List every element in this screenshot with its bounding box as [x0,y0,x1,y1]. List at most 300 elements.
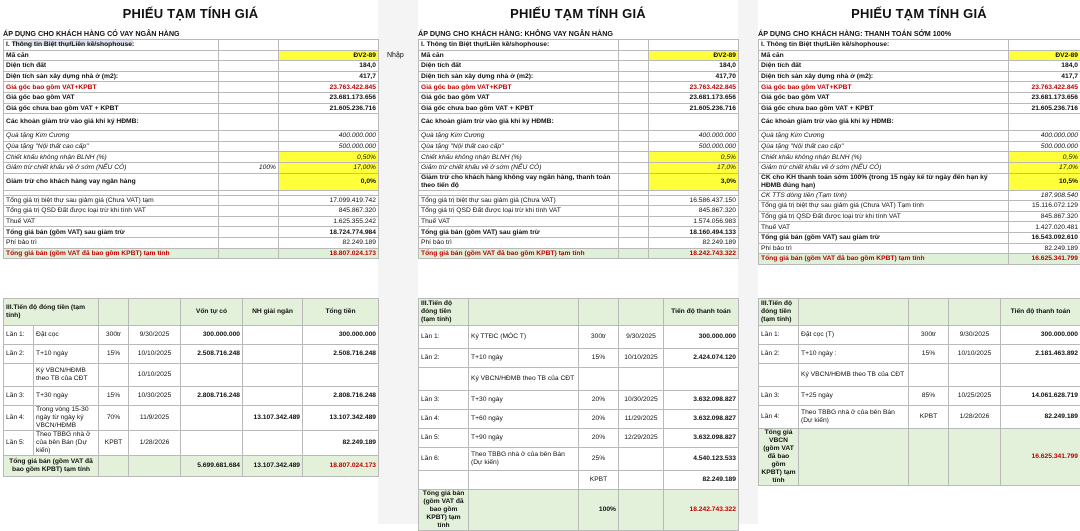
row-label: Diện tích sàn xây dựng nhà ở (m2): [4,71,219,82]
row-label: Giá gốc chưa bao gồm VAT + KPBT [419,103,619,114]
row-label: Tổng giá trị QSD Đất được loại trừ khi tính VAT [419,206,619,217]
schedule-cell [303,364,379,387]
total-value: 100% [579,490,619,531]
row-extra [619,173,649,190]
schedule-cell: Lần 1: [4,326,34,345]
row-value: 21.605.236.716 [1009,103,1080,114]
row-extra [219,152,279,163]
row-extra [619,152,649,163]
price-row [419,152,739,163]
schedule-cell [181,364,243,387]
schedule-cell: Ký VBCN/HĐMB theo TB của CĐT [34,364,99,387]
schedule-cell: Lần 3: [4,387,34,406]
price-row [4,82,379,93]
sheet-title: PHIẾU TẠM TÍNH GIÁ [3,6,378,21]
row-value: 500.000.000 [279,141,379,152]
schedule-cell: T+10 ngày [34,345,99,364]
row-label: Thuế VAT [759,222,1009,233]
row-label: Tổng giá trị biệt thự sau giảm giá (Chưa VAT) Tạm tính [759,201,1009,212]
schedule-cell: 300.000.000 [303,326,379,345]
row-extra [219,71,279,82]
row-extra [619,248,649,259]
schedule-cell: 2.508.716.248 [181,345,243,364]
schedule-header-cell: Tổng tiền [303,299,379,326]
schedule-cell: 300.000.000 [664,326,739,349]
total-value [469,490,579,531]
row-value: 18.242.743.322 [649,248,739,259]
sheet-title: PHIẾU TẠM TÍNH GIÁ [758,6,1080,21]
row-extra [219,131,279,142]
row-label: Qùa tặng "Nội thất cao cấp" [759,141,1009,152]
schedule-cell: 1/28/2026 [949,406,1001,429]
schedule-cell [243,387,303,406]
schedule-cell: 2.508.716.248 [303,345,379,364]
row-extra [219,40,279,51]
row-value [649,114,739,131]
schedule-cell: Theo TBBG nhà ở của bên Bán (Dự kiến) [34,431,99,456]
schedule-cell: 9/30/2025 [129,326,181,345]
schedule-total-row [759,429,1080,486]
price-row [759,173,1080,190]
row-value: 500.000.000 [1009,141,1080,152]
schedule-cell: 10/25/2025 [949,387,1001,406]
row-label: Giảm trừ cho khách hàng vay ngân hàng [4,173,219,190]
schedule-cell [619,368,664,391]
row-label: Tổng giá bán (gồm VAT) sau giảm trừ [759,232,1009,243]
row-label: I. Thông tin Biệt thự/Liền kề/shophouse: [759,40,1009,51]
row-label: Tổng giá trị QSD Đất được loại trừ khi tính VAT [759,211,1009,222]
price-row [419,206,739,217]
schedule-cell [243,431,303,456]
schedule-cell: Lần 5: [4,431,34,456]
schedule-cell: 11/9/2025 [129,406,181,431]
schedule-cell [909,364,949,387]
schedule-cell: Đặt cọc [34,326,99,345]
total-label: Tổng giá VBCN (gồm VAT đã bao gồm KPBT) tạm tính [759,429,799,486]
schedule-cell: 85% [909,387,949,406]
row-label: Quà tặng Kim Cương [419,131,619,142]
row-label: Chiết khấu không nhận BLNH (%) [4,152,219,163]
price-row [419,216,739,227]
row-label: Diện tích sàn xây dựng nhà ở (m2): [419,71,619,82]
schedule-cell: Ký VBCN/HĐMB theo TB của CĐT [469,368,579,391]
row-value: 400.000.000 [649,131,739,142]
row-label: Giảm trừ chiết khấu về ở sớm (NẾU CÓ) [4,162,219,173]
price-row [759,162,1080,173]
row-extra [619,92,649,103]
schedule-header-cell [99,299,129,326]
row-value: 500.000.000 [649,141,739,152]
schedule-table [3,298,379,477]
row-value: 21.605.236.716 [279,103,379,114]
price-row [4,114,379,131]
row-label: Quà tặng Kim Cương [759,131,1009,142]
sheet-bank-loan [3,0,378,524]
sheet-header: ÁP DỤNG CHO KHÁCH HÀNG: KHÔNG VAY NGÂN HÀNG [418,29,738,38]
schedule-cell: Lần 1: [419,326,469,349]
row-label: Tổng giá trị biệt thự sau giảm giá (Chưa VAT) [419,195,619,206]
row-value: 17,0% [1009,162,1080,173]
schedule-cell [99,364,129,387]
schedule-cell [664,368,739,391]
schedule-row [4,406,379,431]
schedule-cell: Theo TBBG nhà ở của bên Bán (Dự kiến) [799,406,909,429]
schedule-row [419,410,739,429]
sheet-header: ÁP DỤNG CHO KHÁCH HÀNG CÓ VAY NGÂN HÀNG [3,29,378,38]
row-label: Tổng giá bán (gồm VAT đã bao gồm KPBT) tạm tính [759,254,1009,265]
price-row [419,40,739,51]
price-row [759,71,1080,82]
row-extra [619,50,649,61]
schedule-row [4,364,379,387]
row-label: Giá gốc bao gồm VAT+KPBT [759,82,1009,93]
schedule-cell: 9/30/2025 [619,326,664,349]
sheet-title: PHIẾU TẠM TÍNH GIÁ [418,6,738,21]
price-table [758,39,1080,265]
row-value: 845.867.320 [279,206,379,217]
schedule-header-cell [579,299,619,326]
schedule-cell: T+10 ngày [469,349,579,368]
row-value: 82.249.189 [649,237,739,248]
schedule-cell: Lần 2: [419,349,469,368]
schedule-header-row [419,299,739,326]
row-value: 17,00% [279,162,379,173]
schedule-cell: Lần 4: [759,406,799,429]
schedule-row [759,326,1080,345]
price-row [4,173,379,190]
price-row [419,237,739,248]
schedule-cell [619,471,664,490]
sheet-header: ÁP DỤNG CHO KHÁCH HÀNG: THANH TOÁN SỚM 100% [758,29,1080,38]
schedule-cell: 13.107.342.489 [303,406,379,431]
price-row [759,152,1080,163]
row-value: 18.160.494.133 [649,227,739,238]
price-row [4,195,379,206]
schedule-cell [243,326,303,345]
row-label: Giá gốc bao gồm VAT [419,92,619,103]
row-extra [619,162,649,173]
row-value: ĐV2-89 [1009,50,1080,61]
row-label: Thuế VAT [419,216,619,227]
schedule-cell: 12/29/2025 [619,429,664,448]
schedule-cell: Trong vòng 15-30 ngày từ ngày ký VBCN/HĐMB [34,406,99,431]
schedule-row [419,429,739,448]
row-label: Chiết khấu không nhận BLNH (%) [419,152,619,163]
schedule-header-cell: III.Tiến độ đóng tiền (tạm tính) [759,299,799,326]
schedule-cell [181,406,243,431]
schedule-cell: Lần 6: [419,448,469,471]
total-label: Tổng giá bán (gồm VAT đã bao gồm KPBT) tạm tính [4,456,99,477]
price-row [759,141,1080,152]
schedule-cell: 10/30/2025 [619,391,664,410]
schedule-cell: T+90 ngày [469,429,579,448]
row-extra [619,141,649,152]
row-value: 18.724.774.984 [279,227,379,238]
schedule-cell: 3.632.098.827 [664,429,739,448]
schedule-total-row [4,456,379,477]
row-value: 0,50% [279,152,379,163]
row-label: Tổng giá bán (gồm VAT đã bao gồm KPBT) tạm tính [4,248,219,259]
price-row [759,232,1080,243]
price-row [4,152,379,163]
schedule-header-cell: Tiến độ thanh toán [1001,299,1080,326]
schedule-cell [243,364,303,387]
row-label: Phí bảo trì [419,237,619,248]
row-value: 417,7 [1009,71,1080,82]
schedule-cell: 10/10/2025 [949,345,1001,364]
row-value: 400.000.000 [1009,131,1080,142]
row-value: 3,0% [649,173,739,190]
row-value [279,40,379,51]
total-value: 13.107.342.489 [243,456,303,477]
row-extra [219,237,279,248]
schedule-cell [1001,364,1080,387]
row-label: Giá gốc bao gồm VAT+KPBT [4,82,219,93]
schedule-cell: 1/28/2026 [129,431,181,456]
row-value: ĐV2-89 [649,50,739,61]
row-label: Giá gốc bao gồm VAT [4,92,219,103]
schedule-cell: 300tr [99,326,129,345]
row-extra [219,92,279,103]
price-row [4,237,379,248]
schedule-header-cell [949,299,1001,326]
price-row [759,103,1080,114]
schedule-cell: 300tr [579,326,619,349]
price-row [419,162,739,173]
row-extra [619,227,649,238]
price-row [419,103,739,114]
schedule-cell: 2.424.074.120 [664,349,739,368]
row-value: 184,0 [649,61,739,72]
price-row [4,103,379,114]
price-row [759,114,1080,131]
row-label: Các khoản giảm trừ vào giá khi ký HĐMB: [759,114,1009,131]
schedule-cell: 300.000.000 [181,326,243,345]
schedule-cell: Lần 1: [759,326,799,345]
price-row [4,40,379,51]
schedule-row [4,326,379,345]
row-label: CK cho KH thanh toán sớm 100% (trong 15 ngày kể từ ngày đến hạn ký HĐMB đúng hạn) [759,173,1009,190]
schedule-cell [759,364,799,387]
row-extra [219,173,279,190]
row-label: Tổng giá bán (gồm VAT đã bao gồm KPBT) tạm tính [419,248,619,259]
price-row [419,141,739,152]
schedule-cell: 15% [99,387,129,406]
price-row [759,40,1080,51]
row-extra [219,82,279,93]
row-extra [219,50,279,61]
row-value: 23.681.173.656 [1009,92,1080,103]
row-label: Mã căn [4,50,219,61]
row-label: Tổng giá trị biệt thự sau giảm giá (Chưa VAT) tạm [4,195,219,206]
schedule-cell: 20% [579,410,619,429]
schedule-cell [419,471,469,490]
row-value: 15.116.072.129 [1009,201,1080,212]
schedule-cell: 300tr [909,326,949,345]
row-extra: 100% [219,162,279,173]
schedule-header-row [759,299,1080,326]
row-label: Các khoản giảm trừ vào giá khi ký HĐMB: [419,114,619,131]
schedule-cell: 2.808.716.248 [181,387,243,406]
schedule-cell: 10/10/2025 [619,349,664,368]
schedule-cell [619,448,664,471]
price-row [759,222,1080,233]
price-row [759,254,1080,265]
row-label: Thuế VAT [4,216,219,227]
row-label: Tổng giá bán (gồm VAT) sau giảm trừ [4,227,219,238]
schedule-table [418,298,739,531]
row-extra [619,195,649,206]
schedule-cell: KPBT [909,406,949,429]
price-row [759,131,1080,142]
row-label: Giảm trừ chiết khấu về ở sớm (NẾU CÓ) [759,162,1009,173]
row-value: 0,5% [1009,152,1080,163]
row-value: 184,0 [1009,61,1080,72]
schedule-cell [181,431,243,456]
schedule-cell: Lần 4: [4,406,34,431]
schedule-cell: KPBT [99,431,129,456]
schedule-row [419,326,739,349]
row-label: Giá gốc chưa bao gồm VAT + KPBT [759,103,1009,114]
row-extra [219,248,279,259]
total-value [799,429,909,486]
row-label: Diện tích đất [759,61,1009,72]
price-row [759,201,1080,212]
schedule-cell: 70% [99,406,129,431]
row-value [1009,40,1080,51]
price-row [759,211,1080,222]
row-value: 82.249.189 [1009,243,1080,254]
schedule-header-cell: III.Tiến độ đóng tiền (tạm tính) [4,299,99,326]
schedule-cell: T+30 ngày [34,387,99,406]
schedule-cell: 14.061.628.719 [1001,387,1080,406]
price-row [4,206,379,217]
price-row [4,141,379,152]
schedule-header-cell [799,299,909,326]
price-row [419,82,739,93]
row-value: 0,5% [649,152,739,163]
row-extra [219,141,279,152]
schedule-row [419,448,739,471]
price-row [419,195,739,206]
schedule-cell: Lần 3: [759,387,799,406]
row-label: Tổng giá bán (gồm VAT) sau giảm trừ [419,227,619,238]
price-row [4,216,379,227]
price-table [418,39,739,259]
row-label: Tổng giá trị QSD Đất được loại trừ khi tính VAT [4,206,219,217]
row-extra [619,71,649,82]
row-value: 1.625.355.242 [279,216,379,227]
row-extra [219,103,279,114]
schedule-cell: Lần 2: [759,345,799,364]
row-value [649,40,739,51]
schedule-cell [469,471,579,490]
schedule-cell: 11/29/2025 [619,410,664,429]
row-extra [619,114,649,131]
schedule-header-cell: Vốn tự có [181,299,243,326]
row-value: 845.867.320 [649,206,739,217]
schedule-cell: 10/10/2025 [129,345,181,364]
row-label: Chiết khấu không nhận BLNH (%) [759,152,1009,163]
schedule-header-cell: III.Tiến độ đóng tiền (tạm tính) [419,299,469,326]
schedule-total-row [419,490,739,531]
price-row [759,50,1080,61]
row-label: I. Thông tin Biệt thự/Liền kề/shophouse: [4,40,219,51]
price-row [4,92,379,103]
schedule-header-cell: Tiến độ thanh toán [664,299,739,326]
price-row [419,173,739,190]
row-value: ĐV2-89 [279,50,379,61]
total-value: 18.242.743.322 [664,490,739,531]
price-row [4,162,379,173]
row-value: 21.605.236.716 [649,103,739,114]
schedule-cell: T+30 ngày [469,391,579,410]
schedule-header-cell [909,299,949,326]
row-value: 23.681.173.656 [649,92,739,103]
schedule-cell: Lần 4: [419,410,469,429]
schedule-cell [243,345,303,364]
row-label: CK TTS dòng tiền (Tạm tính) [759,190,1009,201]
row-label: Giảm trừ chiết khấu về ở sớm (NẾU CÓ) [419,162,619,173]
schedule-header-cell: NH giải ngân [243,299,303,326]
schedule-cell: Theo TBBG nhà ở của bên Bán (Dự kiến) [469,448,579,471]
total-value: 16.625.341.799 [1001,429,1080,486]
schedule-row [419,471,739,490]
price-row [419,71,739,82]
row-label: Diện tích đất [4,61,219,72]
row-value: 17,0% [649,162,739,173]
row-label: Giá gốc bao gồm VAT+KPBT [419,82,619,93]
schedule-row [759,406,1080,429]
gap-right [738,0,758,524]
price-row [759,190,1080,201]
schedule-cell [4,364,34,387]
row-label: Qùa tặng "Nội thất cao cấp" [419,141,619,152]
price-row [759,92,1080,103]
schedule-cell: 15% [909,345,949,364]
price-row [4,131,379,142]
row-extra [219,61,279,72]
row-value: 417,70 [649,71,739,82]
gap-left [378,0,418,524]
row-extra [219,206,279,217]
row-value: 187.908.540 [1009,190,1080,201]
schedule-cell: 82.249.189 [1001,406,1080,429]
schedule-row [419,368,739,391]
sheet-no-loan [418,0,738,524]
row-label: Qùa tặng "Nội thất cao cấp" [4,141,219,152]
schedule-cell: KPBT [579,471,619,490]
row-value: 18.807.024.173 [279,248,379,259]
row-value: 16.625.341.799 [1009,254,1080,265]
schedule-cell: 13.107.342.489 [243,406,303,431]
price-table [3,39,379,259]
schedule-row [759,387,1080,406]
row-label: Phí bảo trì [4,237,219,248]
price-row [419,131,739,142]
row-value: 23.681.173.656 [279,92,379,103]
row-extra [219,216,279,227]
row-value: 0,0% [279,173,379,190]
schedule-cell: T+60 ngày [469,410,579,429]
total-value [99,456,129,477]
total-value: 18.807.024.173 [303,456,379,477]
total-label: Tổng giá bán (gồm VAT đã bao gồm KPBT) tạm tính [419,490,469,531]
schedule-header-cell [469,299,579,326]
schedule-cell: 9/30/2025 [949,326,1001,345]
schedule-cell: 300.000.000 [1001,326,1080,345]
schedule-cell: 20% [579,391,619,410]
